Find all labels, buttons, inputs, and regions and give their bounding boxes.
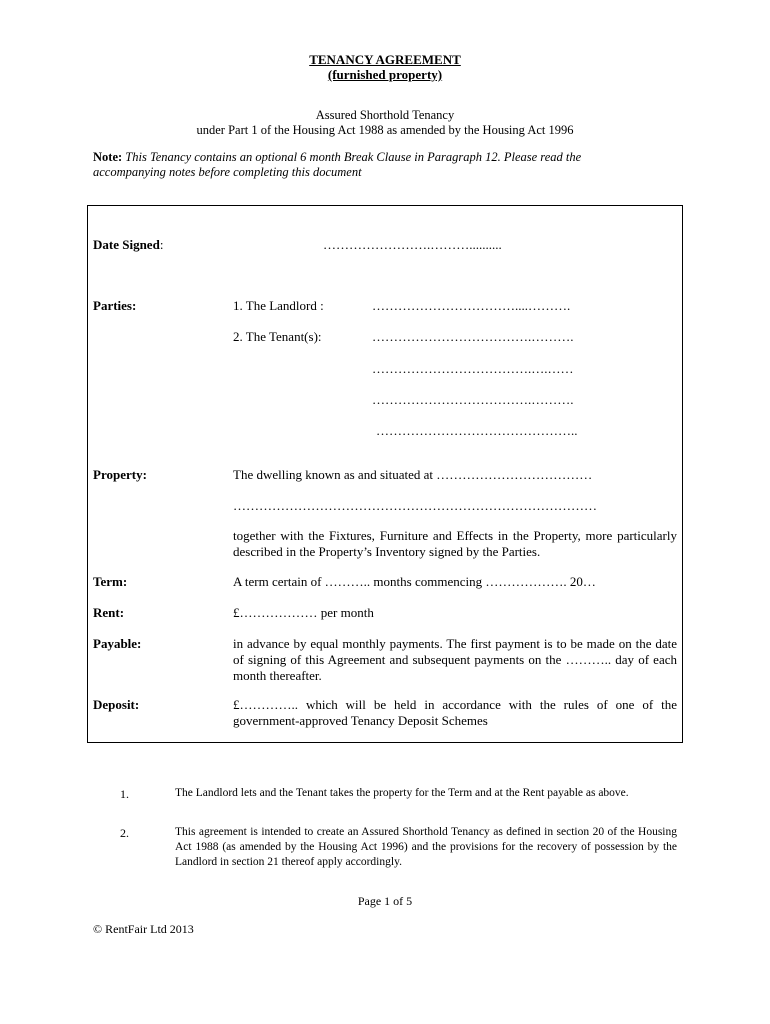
copyright: © RentFair Ltd 2013: [93, 922, 194, 936]
term-label: Term:: [93, 574, 128, 589]
date-signed-field[interactable]: …………………….………..........: [323, 237, 502, 252]
note-label: Note:: [93, 150, 123, 164]
rent-label: Rent:: [93, 605, 125, 620]
clause-number: 1.: [120, 787, 129, 801]
property-address-line-1[interactable]: The dwelling known as and situated at ………………………………: [233, 467, 593, 482]
tenant-field-3[interactable]: ……………………………….……….: [372, 392, 574, 407]
landlord-label: 1. The Landlord :: [233, 298, 324, 313]
note: [93, 150, 653, 180]
clause-text: This agreement is intended to create an Assured Shorthold Tenancy as defined in section 20 of the Housing Act 1988 (as amended by the Housing Act 1996) and the provisions for the recovery of possession by the Landlord in section 21 thereof apply accordingly.: [175, 826, 677, 868]
tenant-field-4[interactable]: ………………………………………..: [376, 423, 578, 438]
tenant-field-2[interactable]: ……………………………….….……: [372, 361, 574, 376]
tenant-field-1[interactable]: ……………………………….……….: [372, 329, 574, 344]
note-text: This Tenancy contains an optional 6 month Break Clause in Paragraph 12. Please read the accompanying notes before completing this document: [93, 150, 582, 179]
property-description: together with the Fixtures, Furniture and Effects in the Property, more particularly described in the Property’s Inventory signed by the Parties.: [233, 528, 677, 559]
landlord-field[interactable]: ……………………………....……….: [372, 298, 571, 313]
document-subtitle: (furnished property): [327, 67, 443, 82]
date-signed-label: Date Signed:: [93, 237, 164, 252]
legal-basis: under Part 1 of the Housing Act 1988 as amended by the Housing Act 1996: [196, 123, 574, 137]
document-title: TENANCY AGREEMENT: [309, 52, 461, 67]
tenancy-type: Assured Shorthold Tenancy: [315, 108, 455, 122]
deposit-label: Deposit:: [93, 697, 140, 712]
payable-label: Payable:: [93, 636, 142, 651]
parties-label: Parties:: [93, 298, 137, 313]
tenant-label: 2. The Tenant(s):: [233, 329, 322, 344]
clause-text: The Landlord lets and the Tenant takes the property for the Term and at the Rent payable as above.: [175, 787, 629, 799]
property-label: Property:: [93, 467, 147, 482]
property-address-line-2[interactable]: …………………………………………………………………………: [233, 498, 597, 513]
payable-text: in advance by equal monthly payments. The first payment is to be made on the date of signing of this Agreement and subsequent payments on the ……….. day of each month thereafter.: [233, 636, 677, 683]
deposit-text: £………….. which will be held in accordance with the rules of one of the government-approved Tenancy Deposit Schemes: [233, 697, 677, 728]
rent-field[interactable]: £……………… per month: [233, 605, 374, 620]
term-field[interactable]: A term certain of ……….. months commencing ………………. 20…: [233, 574, 596, 589]
clause-number: 2.: [120, 826, 129, 840]
page-number: Page 1 of 5: [357, 894, 413, 908]
